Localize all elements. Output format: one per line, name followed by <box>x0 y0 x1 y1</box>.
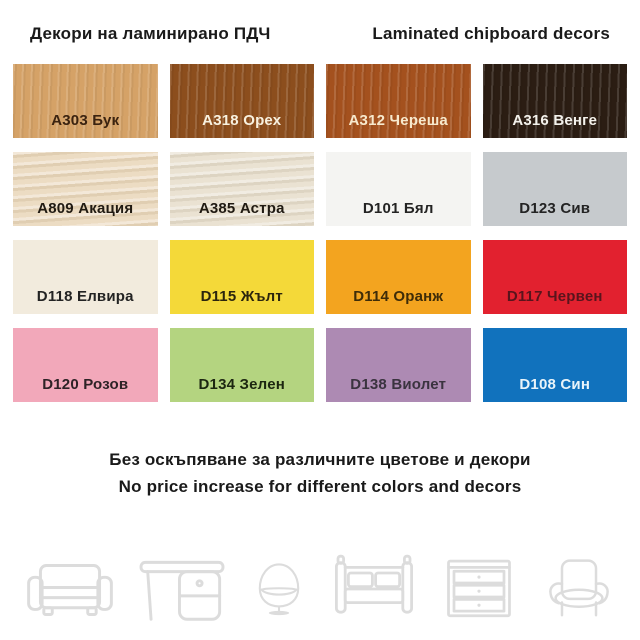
sofa-icon <box>22 552 118 628</box>
swatch-a809 <box>13 152 158 226</box>
swatch-a303 <box>13 64 158 138</box>
swatch-d134 <box>170 328 315 402</box>
swatch-d117 <box>483 240 628 314</box>
swatch-label: A316 Венге <box>512 112 598 129</box>
armchair-icon <box>540 550 618 628</box>
furniture-icons-row <box>0 550 640 628</box>
swatch-d123 <box>483 152 628 226</box>
page-title-english: Laminated chipboard decors <box>372 24 610 43</box>
swatch-d138 <box>326 328 471 402</box>
swatch-a312 <box>326 64 471 138</box>
swatch-a316 <box>483 64 628 138</box>
swatch-label: D123 Сив <box>519 200 591 217</box>
swatch-label: A303 Бук <box>51 112 120 129</box>
swatch-label: D134 Зелен <box>198 376 285 393</box>
note-english: No price increase for different colors and decors <box>118 477 522 496</box>
egg-chair-icon <box>246 550 312 628</box>
swatch-label: A318 Орех <box>202 112 282 129</box>
swatch-label: D101 Бял <box>362 200 434 217</box>
swatch-a318 <box>170 64 315 138</box>
swatch-label: D114 Оранж <box>353 288 444 305</box>
swatch-label: A385 Астра <box>198 200 285 217</box>
swatch-d115 <box>170 240 315 314</box>
swatch-label: D138 Виолет <box>350 376 447 393</box>
dresser-icon <box>436 552 522 628</box>
swatch-label: A312 Череша <box>348 112 448 129</box>
page-title-bulgarian: Декори на ламинирано ПДЧ <box>30 24 271 43</box>
swatch-label: A809 Акация <box>37 200 134 217</box>
note <box>0 450 640 497</box>
swatch-d118 <box>13 240 158 314</box>
swatch-label: D118 Елвира <box>36 288 134 305</box>
swatch-label: D117 Червен <box>506 288 603 305</box>
swatch-a385 <box>170 152 315 226</box>
bed-icon <box>330 550 418 628</box>
swatch-d101 <box>326 152 471 226</box>
swatch-label: D115 Жълт <box>200 288 283 305</box>
swatch-label: D120 Розов <box>42 376 129 393</box>
desk-icon <box>136 552 228 628</box>
swatch-d114 <box>326 240 471 314</box>
swatch-label: D108 Син <box>519 376 591 393</box>
header <box>0 0 640 44</box>
swatch-d108 <box>483 328 628 402</box>
note-bulgarian: Без оскъпяване за различните цветове и декори <box>109 450 531 469</box>
swatch-d120 <box>13 328 158 402</box>
swatch-grid <box>13 64 627 402</box>
